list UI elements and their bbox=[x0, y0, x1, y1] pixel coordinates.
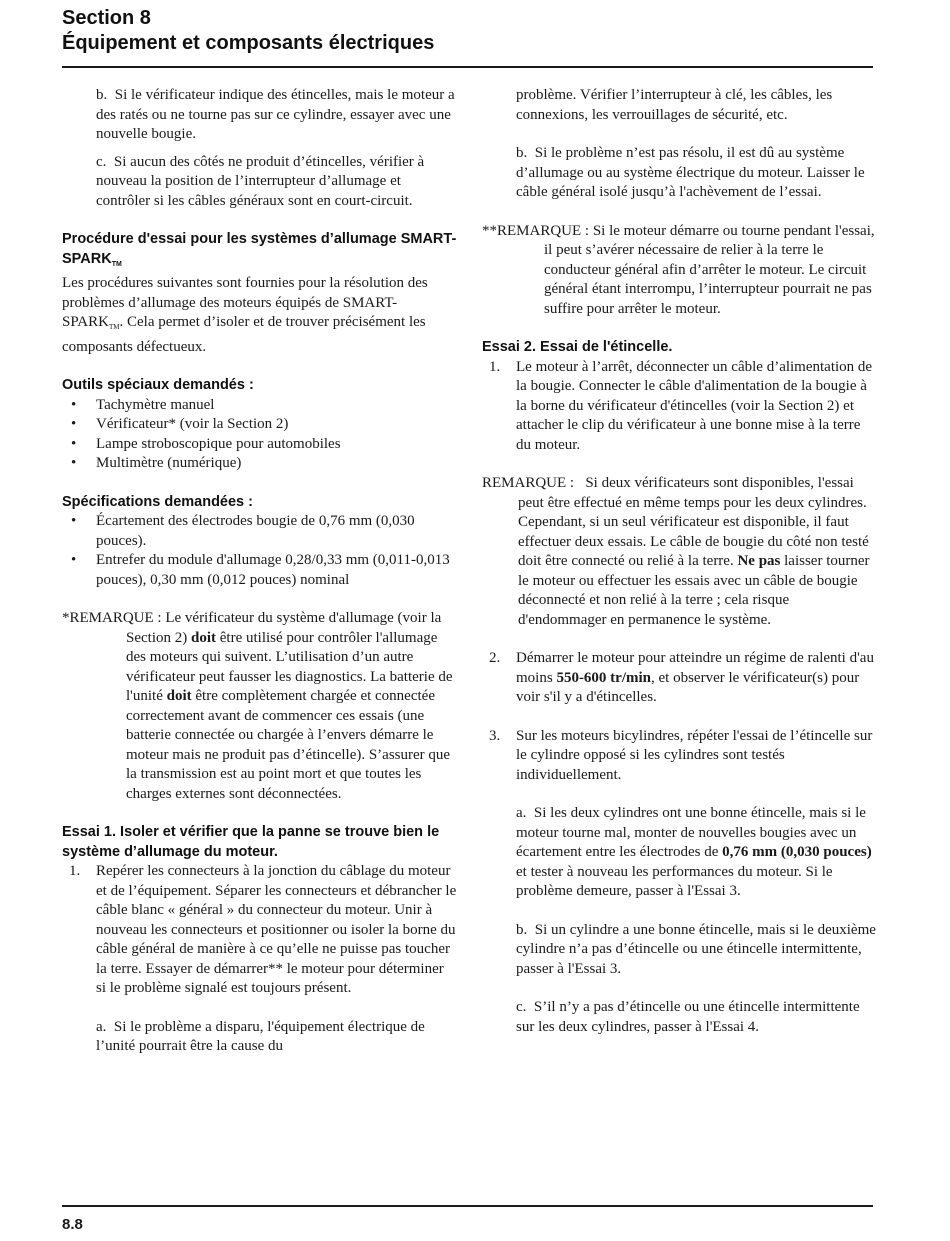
continued-text: problème. Vérifier l’interrupteur à clé, les câbles, les connexions, les verrouillages de sécurité, etc. bbox=[516, 87, 833, 123]
essai1-a-item: a. Si le problème a disparu, l'équipement électrique de l’unité pourrait être la cause du bbox=[96, 1018, 425, 1054]
b-item: b. Si le vérificateur indique des étincelles, mais le moteur a des ratés ou ne tourne pas sur ce cylindre, essayer avec une nouvelle bougie. bbox=[96, 87, 455, 142]
list-item: • Vérificateur* (voir la Section 2) bbox=[62, 415, 457, 435]
b-item-right: b. Si le problème n’est pas résolu, il est dû au système d’allumage ou au système électrique du moteur. Laisser le câble général isolé jusqu’à l'achèvement de l’essai. bbox=[516, 145, 865, 200]
left-column bbox=[62, 86, 457, 1057]
proc-heading: Procédure d'essai pour les systèmes d’allumage SMART-$SPARK_{TM}$ bbox=[62, 231, 457, 268]
list-item: • Multimètre (numérique) bbox=[62, 454, 457, 474]
tools-list bbox=[62, 396, 457, 474]
list-item: • Tachymètre manuel bbox=[62, 396, 457, 416]
essai2-step3: 3. Sur les moteurs bicylindres, répéter l'essai de l’étincelle sur le cylindre opposé si les cylindres sont testés individuellement. bbox=[489, 727, 873, 783]
tools-heading: Outils spéciaux demandés : bbox=[62, 377, 254, 393]
right-column bbox=[482, 86, 877, 1037]
step3-c-item: c. S’il n’y a pas d’étincelle ou une étincelle intermittente sur les deux cylindres, passer à l'Essai 4. bbox=[516, 999, 860, 1035]
specs-heading: Spécifications demandées : bbox=[62, 493, 253, 510]
remark-ignition-tester: *REMARQUE : Le vérificateur du système d'allumage (voir la Section 2) doit être utilisé pour contrôler l'allumage des moteurs qui suivent. L’utilisation d’un autre vérificateur peut fausser les diagnostics. La batterie de l'unité doit être complètement chargée et connectée correctement avant de commencer ces essais (une batterie connectée ou chargée à l’envers démarre le moteur mais ne produit pas d’étincelle). S’assurer que la transmission est au point mort et que toutes les charges externes sont déconnectées. bbox=[62, 610, 453, 802]
list-item: • Écartement des électrodes bougie de 0,76 mm (0,030 pouces). bbox=[62, 512, 457, 551]
tm-mark: TM bbox=[111, 260, 122, 268]
remark-ground-lead: **REMARQUE : Si le moteur démarre ou tourne pendant l'essai, il peut s’avérer nécessaire de relier à la terre le conducteur général afin d’arrêter le moteur. Le circuit général étant interrompu, l’interrupteur pourrait ne pas suffire pour arrêter le moteur. bbox=[482, 222, 875, 317]
section-title: Équipement et composants électriques bbox=[62, 32, 435, 54]
page-number: 8.8 bbox=[62, 1216, 83, 1233]
remark-two-testers: REMARQUE : Si deux vérificateurs sont disponibles, l'essai peut être effectué en même temps pour les deux cylindres. Cependant, si un seul vérificateur est disponible, il faut effectuer deux essais. Le câble de bougie du côté non testé doit être connecté ou relié à la terre. Ne pas laisser tourner le moteur ou effectuer les essais avec un câble de bougie déconnecté et non relié à la terre ; cela risque d'endommager en permanence le système. bbox=[482, 475, 870, 628]
step3-b-item: b. Si un cylindre a une bonne étincelle, mais si le deuxième cylindre n’a pas d’étincelle ou une étincelle intermittente, passer à l'Essai 3. bbox=[516, 921, 876, 977]
c-item: c. Si aucun des côtés ne produit d’étincelles, vérifier à nouveau la position de l’interrupteur d’allumage et contrôler si les câbles généraux sont en court-circuit. bbox=[96, 153, 425, 209]
essai2-heading: Essai 2. Essai de l'étincelle. bbox=[482, 339, 673, 355]
essai2-step2: 2. Démarrer le moteur pour atteindre un régime de ralenti d'au moins 550-600 tr/min, et observer le vérificateur(s) pour voir s'il y a d'étincelles. bbox=[489, 650, 874, 705]
specs-list bbox=[62, 512, 457, 590]
essai2-step1: 1. Le moteur à l’arrêt, déconnecter un câble d’alimentation de la bougie. Connecter le câble d'alimentation de la bougie à la borne du vérificateur d'étincelles (voir la Section 2) et attacher le clip du vérificateur à une bonne mise à la terre du moteur. bbox=[489, 358, 873, 453]
list-item: • Entrefer du module d'allumage 0,28/0,33 mm (0,011-0,013 pouces), 0,30 mm (0,012 pouces) nominal bbox=[62, 551, 457, 590]
proc-text: Les procédures suivantes sont fournies pour la résolution des problèmes d’allumage des moteurs équipés de SMART-$SPARK_{TM}$. Cela permet d’isoler et de trouver précisément les composants défectueux. bbox=[62, 275, 428, 355]
list-item: • Lampe stroboscopique pour automobiles bbox=[62, 435, 457, 455]
page-header bbox=[62, 6, 872, 56]
header-rule bbox=[62, 66, 873, 68]
footer-rule bbox=[62, 1205, 873, 1207]
step3-a-item: a. Si les deux cylindres ont une bonne étincelle, mais si le moteur tourne mal, monter de nouvelles bougies avec un écartement entre les électrodes de 0,76 mm (0,030 pouces) et tester à nouveau les performances du moteur. Si le problème demeure, passer à l'Essai 3. bbox=[516, 805, 872, 899]
section-label: Section 8 bbox=[62, 7, 151, 29]
essai1-heading: Essai 1. Isoler et vérifier que la panne se trouve bien le système d’allumage du moteur. bbox=[62, 824, 440, 860]
essai1-step1: 1. Repérer les connecteurs à la jonction du câblage du moteur et de l’équipement. Séparer les connecteurs et débrancher le câble blanc « général » du connecteur du moteur. Unir à nouveau les connecteurs et positionner ou isoler la borne du câble général de manière à ce qu’elle ne puisse pas toucher la terre. Essayer de démarrer** le moteur pour déterminer si le problème signalé est toujours présent. bbox=[69, 863, 457, 996]
